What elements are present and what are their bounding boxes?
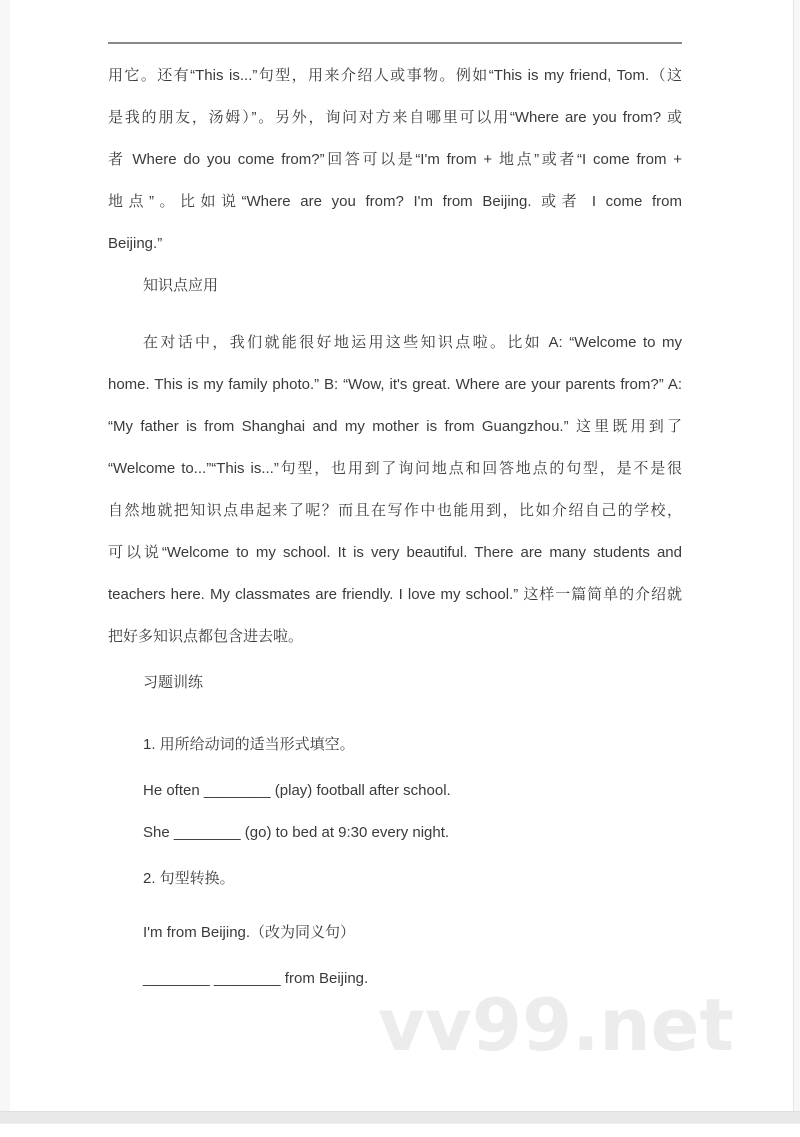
document-page: [10, 0, 793, 1111]
exercise-sentence: ________ ________ from Beijing.: [143, 970, 369, 987]
exercise-item: 2. 句型转换。: [143, 870, 235, 887]
exercise-item: 1. 用所给动词的适当形式填空。: [143, 736, 355, 753]
text-line: 在对话中，我们就能很好地运用这些知识点啦。比如 A: “Welcome to my: [143, 334, 682, 351]
section-heading: 知识点应用: [143, 277, 219, 294]
exercise-sentence: I'm from Beijing.（改为同义句）: [143, 924, 356, 941]
text-line: “My father is from Shanghai and my mother is from Guangzhou.” 这里既用到了: [108, 418, 682, 435]
viewer-right-edge: [793, 0, 800, 1111]
text-line: 是我的朋友，汤姆）”。另外，询问对方来自哪里可以用“Where are you from? 或: [108, 109, 682, 126]
text-line: 地点”。比如说“Where are you from? I'm from Beijing. 或者 I come from: [108, 193, 682, 210]
text-line: teachers here. My classmates are friendly. I love my school.” 这样一篇简单的介绍就: [108, 586, 682, 603]
document-body: [108, 0, 682, 1000]
text-line: 用它。还有“This is...”句型，用来介绍人或事物。例如“This is my friend, Tom.（这: [108, 67, 682, 84]
text-line: home. This is my family photo.” B: “Wow, it's great. Where are your parents from?” A:: [108, 376, 682, 393]
next-page-top: [0, 1124, 800, 1137]
text-line: Beijing.”: [108, 235, 163, 252]
page-separator: [0, 1111, 800, 1124]
text-block: [108, 44, 682, 1000]
exercise-sentence: He often ________ (play) football after school.: [143, 782, 451, 799]
viewer-left-edge: [0, 0, 10, 1111]
text-line: 自然地就把知识点串起来了呢？而且在写作中也能用到，比如介绍自己的学校，: [108, 502, 682, 519]
text-line: “Welcome to...”“This is...”句型，也用到了询问地点和回答地点的句型，是不是很: [108, 460, 682, 477]
watermark: vv99.net: [378, 983, 734, 1067]
exercise-sentence: She ________ (go) to bed at 9:30 every night.: [143, 824, 450, 841]
text-line: 者 Where do you come from?”回答可以是“I'm from + 地点”或者“I come from +: [108, 151, 682, 168]
text-line: 把好多知识点都包含进去啦。: [108, 628, 304, 645]
section-heading: 习题训练: [143, 674, 204, 691]
text-line: 可以说“Welcome to my school. It is very beautiful. There are many students and: [108, 544, 682, 561]
